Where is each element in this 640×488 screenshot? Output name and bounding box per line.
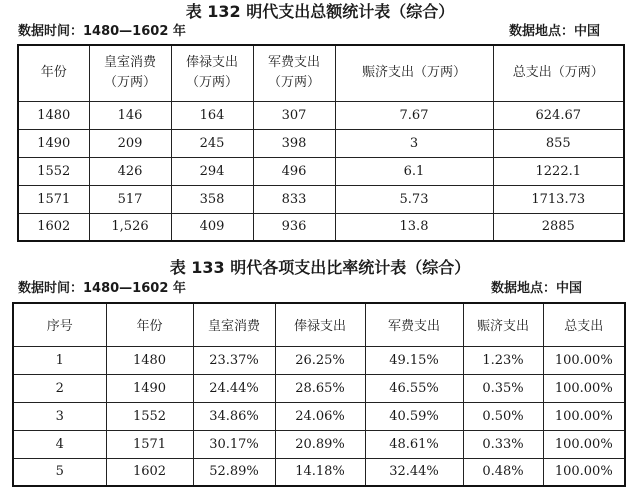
cell-relief: 13.8 (335, 213, 493, 241)
cell-royal: 52.89% (193, 458, 275, 486)
cell-relief: 0.35% (463, 374, 543, 402)
cell-military: 307 (253, 101, 335, 129)
cell-salary: 28.65% (275, 374, 365, 402)
cell-military: 833 (253, 185, 335, 213)
header-unit: （万两） (103, 75, 156, 91)
cell-relief: 0.33% (463, 430, 543, 458)
cell-total: 100.00% (543, 374, 625, 402)
table-row (13, 346, 625, 374)
cell-military: 46.55% (365, 374, 463, 402)
cell-royal: 426 (89, 157, 171, 185)
cell-salary: 164 (171, 101, 253, 129)
cell-total: 1222.1 (493, 157, 624, 185)
cell-military: 49.15% (365, 346, 463, 374)
cell-year: 1571 (106, 430, 193, 458)
cell-total: 855 (493, 129, 624, 157)
table-row (13, 402, 625, 430)
table-133-data-time: 数据时间：1480—1602 年 (18, 281, 186, 296)
header-cell-total: 总支出 (543, 303, 625, 346)
cell-year: 1571 (18, 185, 89, 213)
cell-year: 1552 (18, 157, 89, 185)
cell-total: 100.00% (543, 346, 625, 374)
cell-royal: 34.86% (193, 402, 275, 430)
header-cell-relief (335, 45, 493, 101)
cell-total: 1713.73 (493, 185, 624, 213)
header-label: 赈济支出（万两） (361, 65, 466, 81)
table-133-data-location: 数据地点：中国 (490, 281, 582, 296)
header-cell-relief: 赈济支出 (463, 303, 543, 346)
cell-index: 4 (13, 430, 106, 458)
cell-relief: 0.50% (463, 402, 543, 430)
cell-salary: 358 (171, 185, 253, 213)
cell-total: 100.00% (543, 430, 625, 458)
cell-salary: 294 (171, 157, 253, 185)
table-row (13, 458, 625, 486)
table-row (18, 185, 624, 213)
cell-relief: 6.1 (335, 157, 493, 185)
cell-military: 398 (253, 129, 335, 157)
cell-relief: 0.48% (463, 458, 543, 486)
cell-year: 1480 (106, 346, 193, 374)
cell-year: 1490 (18, 129, 89, 157)
header-label: 年份 (40, 65, 67, 81)
header-cell-salary (171, 45, 253, 101)
cell-relief: 5.73 (335, 185, 493, 213)
table-133-header-row (13, 303, 625, 346)
table-row (13, 374, 625, 402)
cell-royal: 30.17% (193, 430, 275, 458)
cell-year: 1602 (106, 458, 193, 486)
cell-year: 1552 (106, 402, 193, 430)
table-132-title: 表 132 明代支出总额统计表（综合） (185, 2, 455, 21)
table-133-title: 表 133 明代各项支出比率统计表（综合） (169, 258, 471, 277)
table-132 (17, 44, 625, 242)
cell-royal: 209 (89, 129, 171, 157)
header-label: 军费支出 (267, 55, 320, 71)
cell-royal: 146 (89, 101, 171, 129)
header-label: 俸禄支出 (185, 55, 238, 71)
cell-total: 100.00% (543, 402, 625, 430)
cell-index: 1 (13, 346, 106, 374)
cell-salary: 26.25% (275, 346, 365, 374)
cell-royal: 23.37% (193, 346, 275, 374)
cell-total: 2885 (493, 213, 624, 241)
cell-salary: 20.89% (275, 430, 365, 458)
header-unit: （万两） (267, 75, 320, 91)
table-row (18, 213, 624, 241)
cell-military: 936 (253, 213, 335, 241)
table-132-data-location: 数据地点：中国 (508, 24, 600, 39)
cell-royal: 1,526 (89, 213, 171, 241)
header-cell-military: 军费支出 (365, 303, 463, 346)
cell-total: 100.00% (543, 458, 625, 486)
cell-year: 1480 (18, 101, 89, 129)
cell-military: 32.44% (365, 458, 463, 486)
cell-royal: 24.44% (193, 374, 275, 402)
header-cell-year (18, 45, 89, 101)
table-row (18, 101, 624, 129)
table-row (18, 157, 624, 185)
cell-military: 40.59% (365, 402, 463, 430)
cell-salary: 24.06% (275, 402, 365, 430)
cell-relief: 1.23% (463, 346, 543, 374)
table-row (18, 129, 624, 157)
cell-military: 496 (253, 157, 335, 185)
cell-relief: 3 (335, 129, 493, 157)
cell-salary: 409 (171, 213, 253, 241)
cell-index: 3 (13, 402, 106, 430)
cell-salary: 245 (171, 129, 253, 157)
header-unit: （万两） (185, 75, 238, 91)
table-133 (12, 302, 626, 487)
header-cell-year: 年份 (106, 303, 193, 346)
table-132-header-row (18, 45, 624, 101)
header-cell-military (253, 45, 335, 101)
cell-year: 1490 (106, 374, 193, 402)
header-cell-royal (89, 45, 171, 101)
table-132-data-time: 数据时间：1480—1602 年 (18, 24, 186, 39)
cell-royal: 517 (89, 185, 171, 213)
cell-index: 5 (13, 458, 106, 486)
cell-salary: 14.18% (275, 458, 365, 486)
table-row (13, 430, 625, 458)
cell-total: 624.67 (493, 101, 624, 129)
header-cell-total (493, 45, 624, 101)
cell-relief: 7.67 (335, 101, 493, 129)
header-cell-royal: 皇室消费 (193, 303, 275, 346)
header-cell-index: 序号 (13, 303, 106, 346)
header-label: 总支出（万两） (512, 65, 604, 81)
cell-military: 48.61% (365, 430, 463, 458)
header-cell-salary: 俸禄支出 (275, 303, 365, 346)
header-label: 皇室消费 (103, 55, 156, 71)
cell-index: 2 (13, 374, 106, 402)
cell-year: 1602 (18, 213, 89, 241)
